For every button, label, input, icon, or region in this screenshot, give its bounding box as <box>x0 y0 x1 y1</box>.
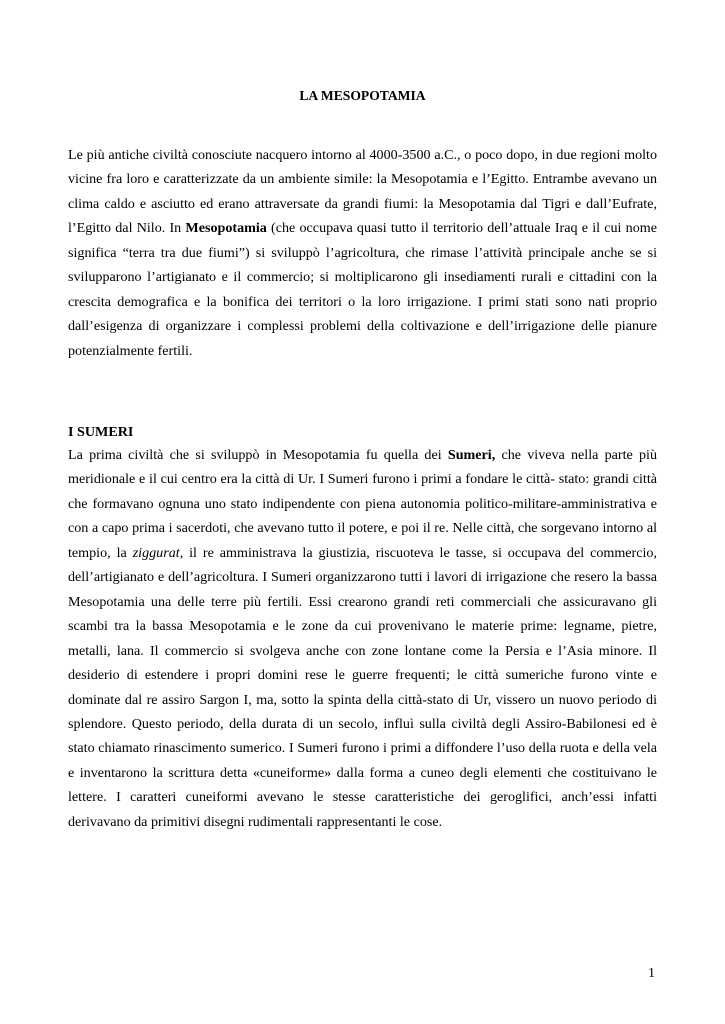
sumeri-paragraph <box>68 443 657 834</box>
sumeri-text-part-3: , il re amministrava la giustizia, riscuoteva le tasse, si occupava del commercio, dell’artigianato e dell’agricoltura. I Sumeri organizzarono tutti i lavori di irrigazione che resero la bassa Mesopotamia una delle terre più fertili. Essi crearono grandi reti commerciali che assicuravano gli scambi tra la bassa Mesopotamia e le zone da cui provenivano le materie prime: legname, pietre, metalli, lana. Il commercio si svolgeva anche con zone lontane come la Persia e l’Asia minore. Il desiderio di estendere i propri domini rese le guerre frequenti; le città sumeriche furono vinte e dominate dal re assiro Sargon I, ma, sotto la spinta della città-stato di Ur, vissero un nuovo periodo di splendore. Questo periodo, della durata di un secolo, influì sulla civiltà degli Assiro-Babilonesi ed è stato chiamato rinascimento sumerico. I Sumeri furono i primi a diffondere l’uso della ruota e della vela e inventarono la scrittura detta «cuneiforme» dalla forma a cuneo degli elementi che costituivano le lettere. I caratteri cuneiformi avevano le stesse caratteristiche dei geroglifici, anch’essi infatti derivavano da primitivi disegni rudimentali rappresentanti le cose. <box>68 544 657 830</box>
page-number: 1 <box>648 966 655 981</box>
sumeri-text-part-2: che viveva nella parte più meridionale e il cui centro era la città di Ur. I Sumeri furono i primi a fondare le città- stato: grandi città che formavano ognuna uno stato indipendente con piena autonomia politico-militare-amministrativa e con a capo prima i sacerdoti, che avevano tutto il potere, e poi il re. Nelle città, che sorgevano intorno al tempio, la <box>68 447 657 561</box>
intro-bold-term: Mesopotamia <box>185 220 267 237</box>
sumeri-text-part-1: La prima civiltà che si sviluppò in Mesopotamia fu quella dei <box>68 447 448 463</box>
intro-text-part-2: (che occupava quasi tutto il territorio dell’attuale Iraq e il cui nome significa “terra tra due fiumi”) si sviluppò l’agricoltura, che rimase l’attività principale anche se si svilupparono l’artigianato e il commercio; si moltiplicarono gli insediamenti rurali e cittadini con la crescita demografica e la bonifica dei territori o la loro irrigazione. I primi stati sono nati proprio dall’esigenza di organizzare i complessi problemi della coltivazione e dell’irrigazione delle pianure potenzialmente fertili. <box>68 220 657 359</box>
page-title: LA MESOPOTAMIA <box>299 88 426 103</box>
intro-text-part-1: Le più antiche civiltà conosciute nacquero intorno al 4000-3500 a.C., o poco dopo, in due regioni molto vicine fra loro e caratterizzate da un ambiente simile: la Mesopotamia e l’Egitto. Entrambe avevano un clima caldo e asciutto ed erano attraversate da grandi fiumi: la Mesopotamia dal Tigri e dall’Eufrate, l’Egitto dal Nilo. In <box>68 147 657 237</box>
section-heading: I SUMERI <box>68 424 134 440</box>
sumeri-italic-term: ziggurat <box>132 544 180 561</box>
sumeri-bold-term: Sumeri, <box>447 447 496 463</box>
intro-paragraph <box>68 143 657 363</box>
